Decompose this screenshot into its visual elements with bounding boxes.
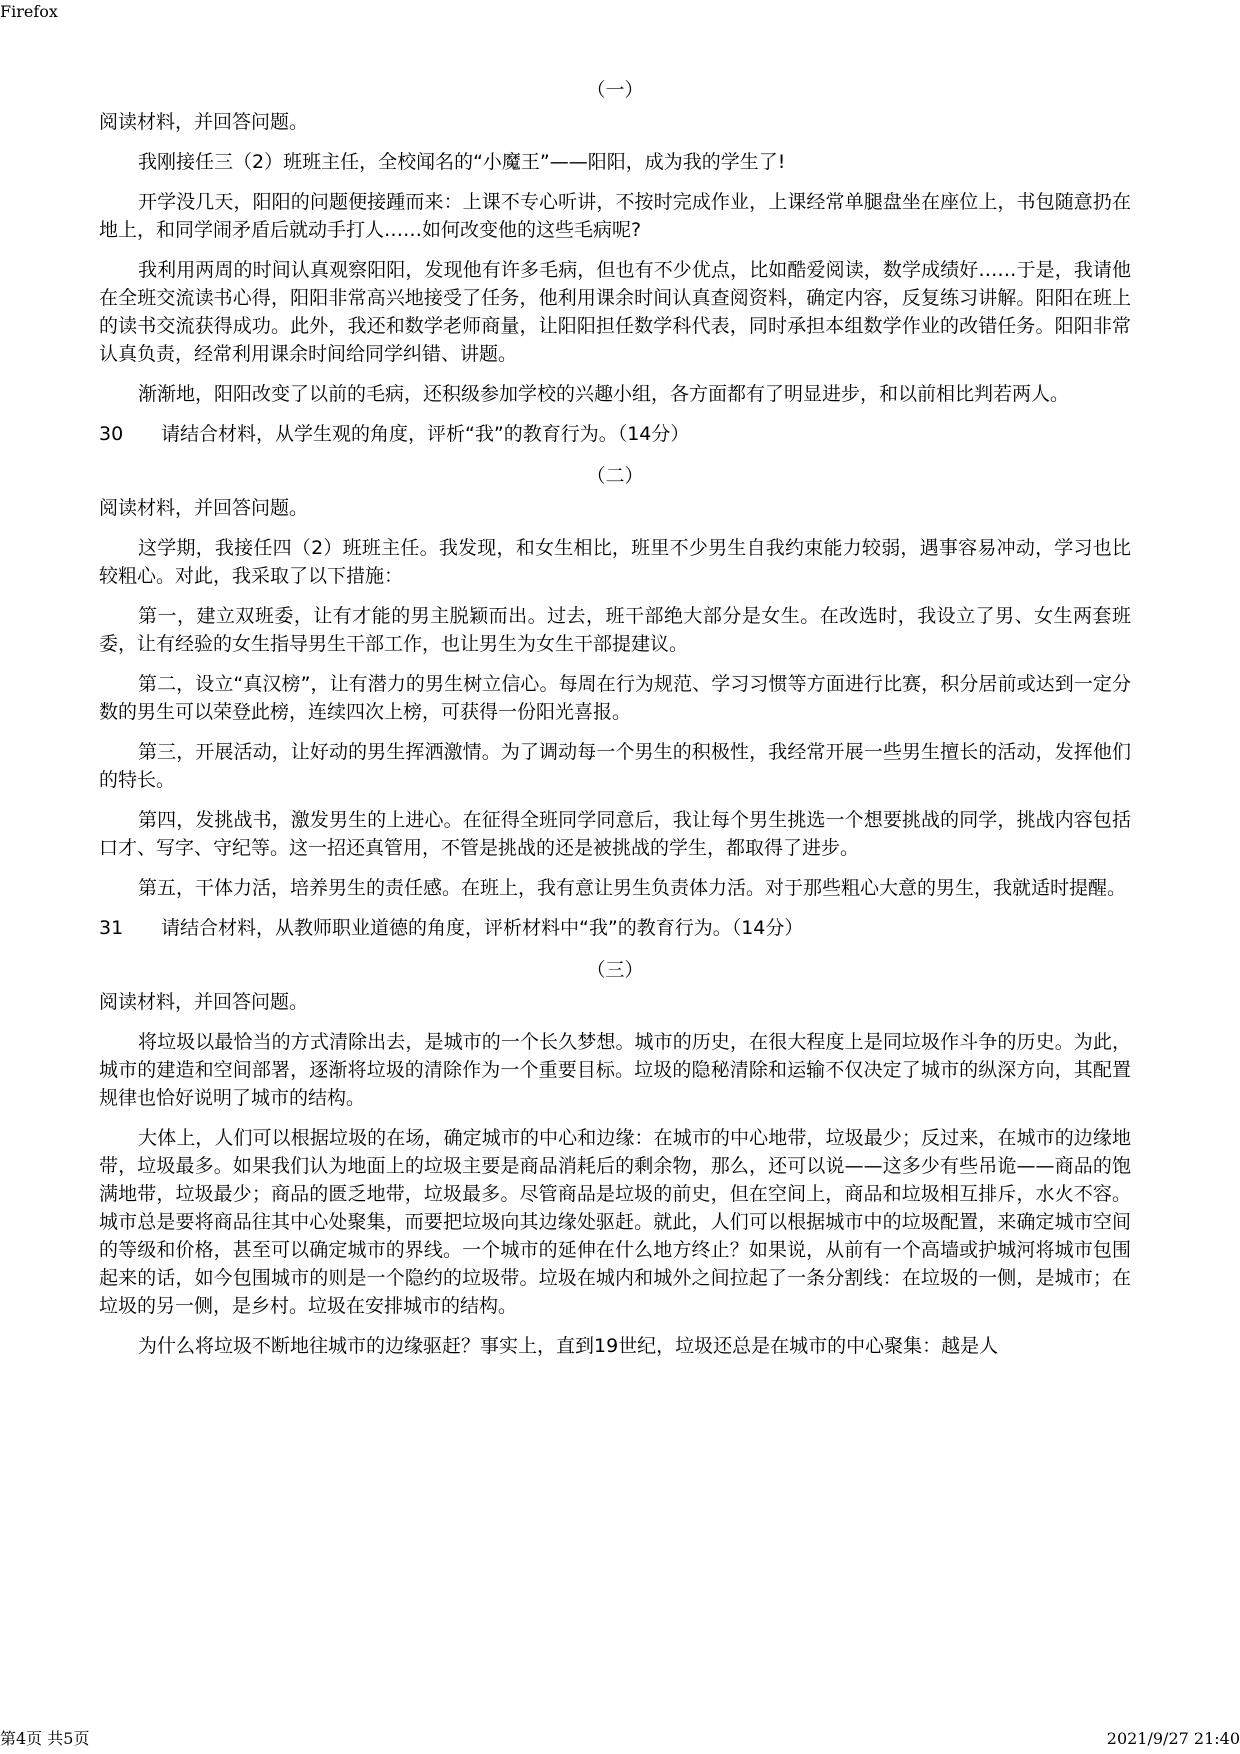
question-31 [99, 914, 1131, 942]
paragraph: 为什么将垃圾不断地往城市的边缘驱赶？事实上，直到19世纪，垃圾还总是在城市的中心聚集：越是人 [138, 1335, 999, 1357]
paragraph: 我刚接任三（2）班班主任，全校闻名的“小魔王”——阳阳，成为我的学生了! [138, 151, 786, 173]
page-indicator: 第4页 共5页 [0, 1729, 90, 1748]
document-page [99, 76, 1131, 1372]
paragraph: 第二，设立“真汉榜”，让有潜力的男生树立信心。每周在行为规范、学习习惯等方面进行比赛，积分居前或达到一定分数的男生可以荣登此榜，连续四次上榜，可获得一份阳光喜报。 [99, 673, 1131, 723]
paragraph: 第五，干体力活，培养男生的责任感。在班上，我有意让男生负责体力活。对于那些粗心大意的男生，我就适时提醒。 [138, 877, 1127, 899]
section-intro-2: 阅读材料，并回答问题。 [99, 497, 309, 519]
question-text: 请结合材料，从学生观的角度，评析“我”的教育行为。（14分） [161, 423, 690, 445]
paragraph: 渐渐地，阳阳改变了以前的毛病，还积级参加学校的兴趣小组，各方面都有了明显进步，和以前相比判若两人。 [138, 383, 1070, 405]
section-intro-3: 阅读材料，并回答问题。 [99, 991, 309, 1013]
paragraph: 第一，建立双班委，让有才能的男主脱颖而出。过去，班干部绝大部分是女生。在改选时，我设立了男、女生两套班委，让有经验的女生指导男生干部工作，也让男生为女生干部提建议。 [99, 605, 1131, 655]
paragraph: 将垃圾以最恰当的方式清除出去，是城市的一个长久梦想。城市的历史，在很大程度上是同垃圾作斗争的历史。为此，城市的建造和空间部署，逐渐将垃圾的清除作为一个重要目标。垃圾的隐秘清除和运输不仅决定了城市的纵深方向，其配置规律也恰好说明了城市的结构。 [99, 1031, 1131, 1109]
section-intro-1: 阅读材料，并回答问题。 [99, 111, 309, 133]
question-30 [99, 420, 1131, 448]
question-text: 请结合材料，从教师职业道德的角度，评析材料中“我”的教育行为。（14分） [161, 917, 804, 939]
browser-title: Firefox [0, 2, 58, 21]
paragraph: 第四，发挑战书，激发男生的上进心。在征得全班同学同意后，我让每个男生挑选一个想要挑战的同学，挑战内容包括口才、写字、守纪等。这一招还真管用，不管是挑战的还是被挑战的学生，都取得了进步。 [99, 809, 1131, 859]
question-number: 30 [99, 423, 124, 445]
paragraph: 大体上，人们可以根据垃圾的在场，确定城市的中心和边缘：在城市的中心地带，垃圾最少；反过来，在城市的边缘地带，垃圾最多。如果我们认为地面上的垃圾主要是商品消耗后的剩余物，那么，还可以说——这多少有些吊诡——商品的饱满地带，垃圾最少；商品的匮乏地带，垃圾最多。尽管商品是垃圾的前史，但在空间上，商品和垃圾相互排斥，水火不容。城市总是要将商品往其中心处聚集，而要把垃圾向其边缘处驱赶。就此，人们可以根据城市中的垃圾配置，来确定城市空间的等级和价格，甚至可以确定城市的界线。一个城市的延伸在什么地方终止？如果说，从前有一个高墙或护城河将城市包围起来的话，如今包围城市的则是一个隐约的垃圾带。垃圾在城内和城外之间拉起了一条分割线：在垃圾的一侧，是城市；在垃圾的另一侧，是乡村。垃圾在安排城市的结构。 [99, 1127, 1131, 1317]
paragraph: 第三，开展活动，让好动的男生挥洒激情。为了调动每一个男生的积极性，我经常开展一些男生擅长的活动，发挥他们的特长。 [99, 741, 1131, 791]
paragraph: 这学期，我接任四（2）班班主任。我发现，和女生相比，班里不少男生自我约束能力较弱，遇事容易冲动，学习也比较粗心。对此，我采取了以下措施： [99, 537, 1131, 587]
paragraph: 开学没几天，阳阳的问题便接踵而来：上课不专心听讲，不按时完成作业，上课经常单腿盘坐在座位上，书包随意扔在地上，和同学闹矛盾后就动手打人……如何改变他的这些毛病呢? [99, 191, 1131, 241]
section-heading-2: （二） [586, 465, 644, 487]
print-datetime: 2021/9/27 21:40 [1106, 1729, 1240, 1748]
paragraph: 我利用两周的时间认真观察阳阳，发现他有许多毛病，但也有不少优点，比如酷爱阅读，数学成绩好……于是，我请他在全班交流读书心得，阳阳非常高兴地接受了任务，他利用课余时间认真查阅资料，确定内容，反复练习讲解。阳阳在班上的读书交流获得成功。此外，我还和数学老师商量，让阳阳担任数学科代表，同时承担本组数学作业的改错任务。阳阳非常认真负责，经常利用课余时间给同学纠错、讲题。 [99, 259, 1131, 365]
section-heading-3: （三） [586, 959, 644, 981]
question-number: 31 [99, 917, 124, 939]
section-heading-1: （一） [586, 79, 644, 101]
